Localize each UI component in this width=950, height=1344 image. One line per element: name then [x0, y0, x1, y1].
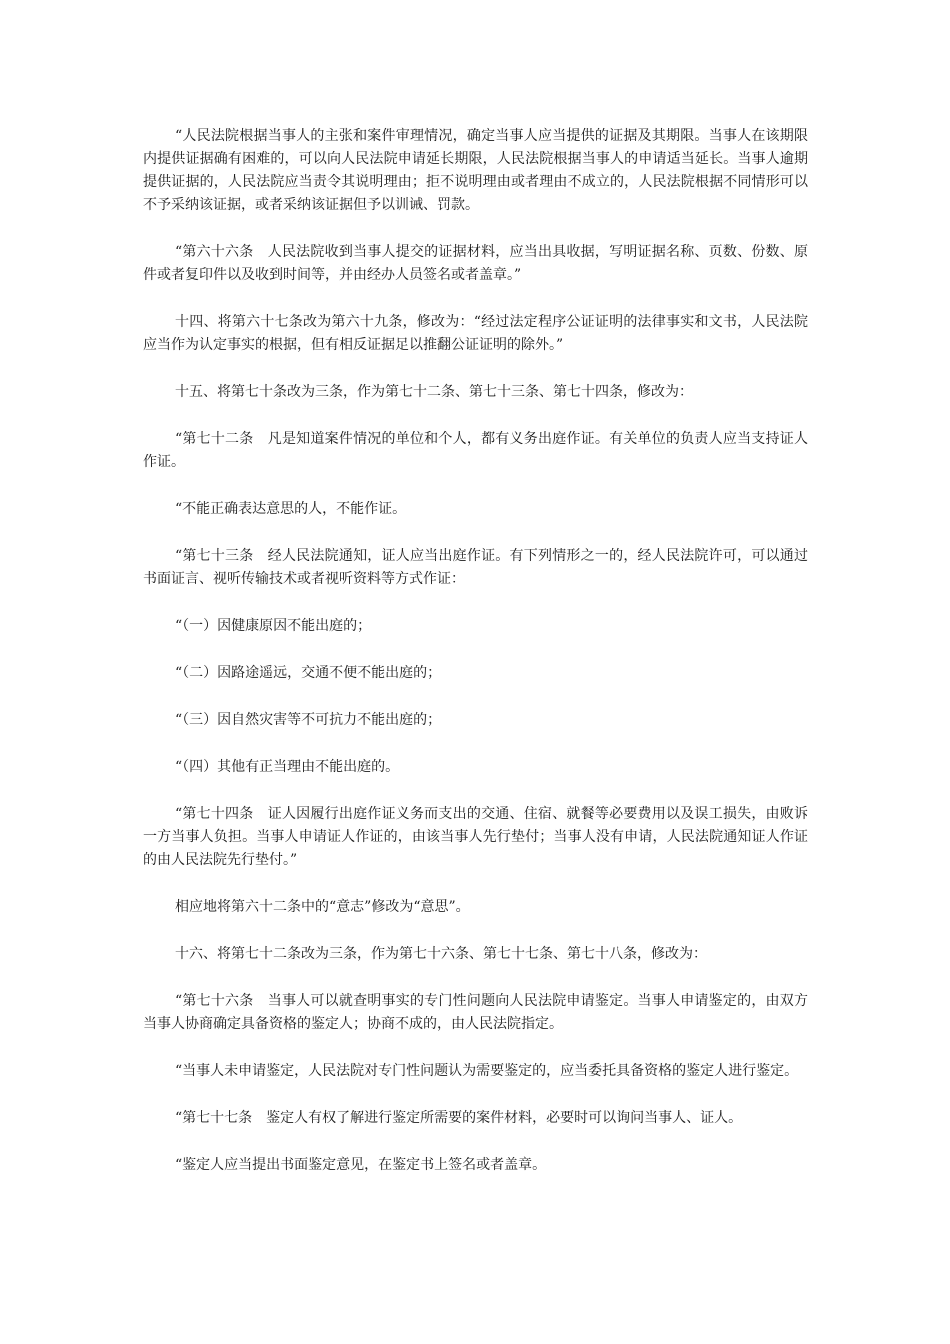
paragraph-article-73-item-1: “（一）因健康原因不能出庭的； — [175, 618, 372, 634]
paragraph-article-74: “第七十四条 证人因履行出庭作证义务而支出的交通、住宿、就餐等必要费用以及误工损失，由败诉一方当事人负担。当事人申请证人作证的，由该当事人先行垫付；当事人没有申请，人民法院通知证人作证的由人民法院先行垫付。” — [143, 806, 808, 868]
paragraph-article-73-item-4: “（四）其他有正当理由不能出庭的。 — [175, 759, 400, 775]
paragraph-article-73: “第七十三条 经人民法院通知，证人应当出庭作证。有下列情形之一的，经人民法院许可，可以通过书面证言、视听传输技术或者视听资料等方式作证： — [143, 548, 808, 587]
paragraph-evidence-period: “人民法院根据当事人的主张和案件审理情况，确定当事人应当提供的证据及其期限。当事人在该期限内提供证据确有困难的，可以向人民法院申请延长期限，人民法院根据当事人的申请适当延长。当事人逾期提供证据的，人民法院应当责令其说明理由；拒不说明理由或者理由不成立的，人民法院根据不同情形可以不予采纳该证据，或者采纳该证据但予以训诫、罚款。 — [143, 128, 808, 213]
paragraph-item-15: 十五、将第七十条改为三条，作为第七十二条、第七十三条、第七十四条，修改为： — [175, 384, 693, 400]
paragraph-article-72: “第七十二条 凡是知道案件情况的单位和个人，都有义务出庭作证。有关单位的负责人应当支持证人作证。 — [143, 431, 808, 470]
document-page — [143, 125, 808, 1201]
paragraph-article-73-item-2: “（二）因路途遥远，交通不便不能出庭的； — [175, 665, 442, 681]
paragraph-article-76: “第七十六条 当事人可以就查明事实的专门性问题向人民法院申请鉴定。当事人申请鉴定的，由双方当事人协商确定具备资格的鉴定人；协商不成的，由人民法院指定。 — [143, 993, 808, 1032]
paragraph-article-77: “第七十七条 鉴定人有权了解进行鉴定所需要的案件材料，必要时可以询问当事人、证人。 — [175, 1110, 743, 1126]
paragraph-item-16: 十六、将第七十二条改为三条，作为第七十六条、第七十七条、第七十八条，修改为： — [175, 946, 707, 962]
paragraph-article-77-clause-2: “鉴定人应当提出书面鉴定意见，在鉴定书上签名或者盖章。 — [175, 1157, 547, 1173]
paragraph-article-73-item-3: “（三）因自然灾害等不可抗力不能出庭的； — [175, 712, 442, 728]
paragraph-article-62-amendment: 相应地将第六十二条中的“意志”修改为“意思”。 — [175, 899, 470, 915]
paragraph-article-76-clause-2: “当事人未申请鉴定，人民法院对专门性问题认为需要鉴定的，应当委托具备资格的鉴定人进行鉴定。 — [175, 1063, 799, 1079]
paragraph-article-66: “第六十六条 人民法院收到当事人提交的证据材料，应当出具收据，写明证据名称、页数、份数、原件或者复印件以及收到时间等，并由经办人员签名或者盖章。” — [143, 244, 808, 283]
paragraph-item-14: 十四、将第六十七条改为第六十九条，修改为：“经过法定程序公证证明的法律事实和文书，人民法院应当作为认定事实的根据，但有相反证据足以推翻公证证明的除外。” — [143, 314, 808, 353]
paragraph-article-72-clause-2: “不能正确表达意思的人，不能作证。 — [175, 501, 407, 517]
